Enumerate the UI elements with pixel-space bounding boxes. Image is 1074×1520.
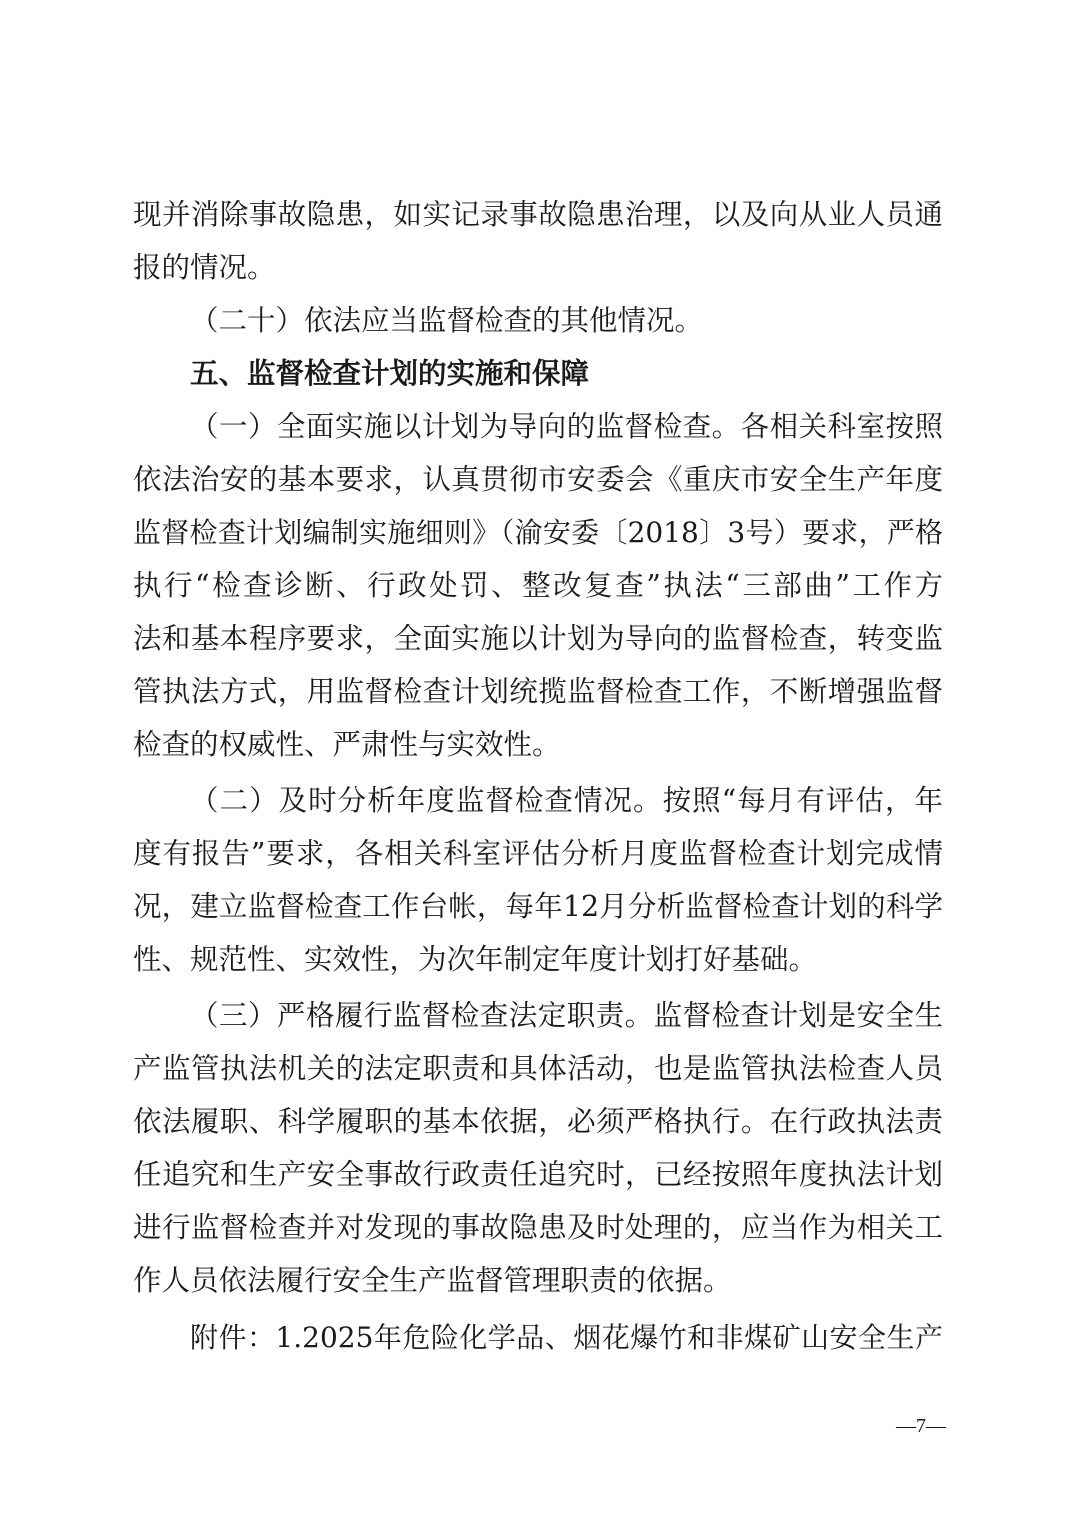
- subsection-lead: （一）全面实施以计划为导向的监督检查。: [190, 410, 741, 443]
- paragraph-line: [190, 781, 943, 821]
- paragraph-line: 法和基本程序要求，全面实施以计划为导向的监督检查，转变监: [133, 622, 943, 655]
- subsection-lead: （三）严格履行监督检查法定职责。: [190, 999, 654, 1032]
- paragraph-line: 性、规范性、实效性，为次年制定年度计划打好基础。: [133, 943, 818, 976]
- paragraph-line: [190, 996, 943, 1036]
- paragraph-line: 产监管执法机关的法定职责和具体活动，也是监管执法检查人员: [133, 1052, 943, 1085]
- paragraph-line: 任追究和生产安全事故行政责任追究时，已经按照年度执法计划: [133, 1158, 943, 1191]
- paragraph-line: 现并消除事故隐患，如实记录事故隐患治理，以及向从业人员通: [133, 198, 943, 231]
- paragraph-line: 监督检查计划编制实施细则》（渝安委〔2018〕3号）要求，严格: [133, 516, 943, 549]
- paragraph-line: 报的情况。: [133, 251, 276, 284]
- paragraph-text: 各相关科室按照: [740, 410, 943, 443]
- paragraph-line: [190, 407, 943, 447]
- paragraph-line: 进行监督检查并对发现的事故隐患及时处理的，应当作为相关工: [133, 1211, 943, 1244]
- paragraph-line: 依法履职、科学履职的基本依据，必须严格执行。在行政执法责: [133, 1105, 943, 1138]
- section-heading: 五、监督检查计划的实施和保障: [190, 357, 590, 390]
- paragraph-line: 执行“检查诊断、行政处罚、整改复查”执法“三部曲”工作方: [133, 569, 943, 602]
- page-number: —7—: [896, 1415, 946, 1437]
- paragraph-line: （二十）依法应当监督检查的其他情况。: [190, 304, 704, 337]
- attachment-line: 附件：1.2025年危险化学品、烟花爆竹和非煤矿山安全生产: [190, 1321, 943, 1354]
- subsection-lead: （二）及时分析年度监督检查情况。: [190, 784, 663, 817]
- paragraph-text: 按照“每月有评估，年: [662, 784, 943, 817]
- paragraph-line: 度有报告”要求，各相关科室评估分析月度监督检查计划完成情: [133, 837, 943, 870]
- paragraph-line: 作人员依法履行安全生产监督管理职责的依据。: [133, 1264, 732, 1297]
- paragraph-line: 依法治安的基本要求，认真贯彻市安委会《重庆市安全生产年度: [133, 463, 943, 496]
- paragraph-text: 监督检查计划是安全生: [653, 999, 943, 1032]
- paragraph-line: 管执法方式，用监督检查计划统揽监督检查工作，不断增强监督: [133, 675, 943, 708]
- paragraph-line: 况，建立监督检查工作台帐，每年12月分析监督检查计划的科学: [133, 890, 943, 923]
- paragraph-line: 检查的权威性、严肃性与实效性。: [133, 728, 561, 761]
